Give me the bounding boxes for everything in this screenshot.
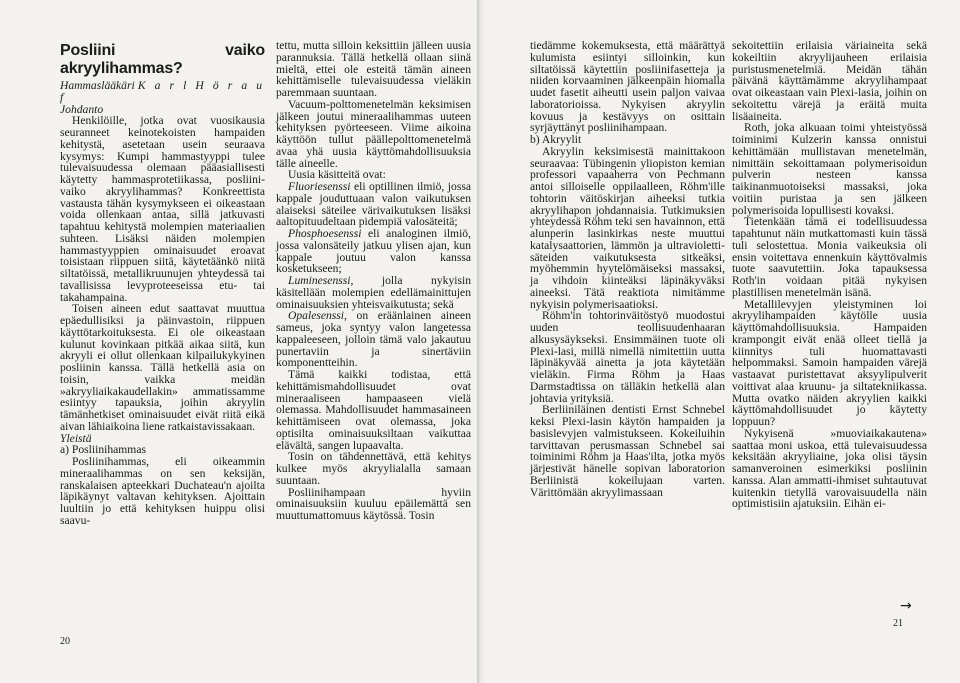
paragraph: Röhm'in tohtorinväitöstyö muodostui uuden teollisuudenhaaran alkusysäykseksi. Ensimmäinen tuote oli Plexi-lasi, millä nimellä nimitettiin uutta läpinäkyvää ainetta ja jota käytetään vieläkin. Firma Röhm ja Haas Darmstadtissa on tälläkin hetkellä alan johtavia yrityksiä. — [530, 309, 725, 405]
column-4 — [732, 40, 927, 510]
paragraph: Phosphoesenssi eli analoginen ilmiö, jossa valonsäteily jatkuu ylisen ajan, kun kappale joutuu valon kanssa kosketukseen; — [276, 227, 471, 276]
column-3 — [530, 40, 725, 498]
paragraph: Opalesenssi, on eräänlainen aineen sameus, joka syntyy valon langetessa kappaleeseen, jolloin tämä valo jakautuu punertaviin ja sinertäviin komponentteihin. — [276, 309, 471, 370]
paragraph: tiedämme kokemuksesta, että määrättyä kulumista esiintyi silloinkin, kun siltatöissä käytettiin posliinifasetteja ja niiden korvaaminen jälkeenpäin hiomalla uudet fasetit aiheutti usein paljon vaivaa laboratorioissa. Nykyisen akryylin kovuus ja kestävyys on osittain syrjäyttänyt posliinihampaan. — [530, 39, 725, 135]
column-3-body — [530, 40, 725, 498]
paragraph: Vacuum-polttomenetelmän keksimisen jälkeen joutui mineraalihammas uuteen kehityksen pyörteeseen. Viime aikoina käyttöön tullut päällepolttomenetelmä avaa yhä uusia käyttömahdollisuuksia tälle aineelle. — [276, 97, 471, 170]
paragraph: Tosin on tähdennettävä, että kehitys kulkee myös akryylialalla samaan suuntaan. — [276, 450, 471, 487]
author-line — [60, 80, 265, 104]
column-2-body — [276, 40, 471, 522]
paragraph: Berliiniläinen dentisti Ernst Schnebel keksi Plexi-lasin käytön hampaiden ja basislevyjen valmistukseen. Kokeiluihin tarvittavan perusmassan Schnebel sai toiminimi Röhm ja Haas'ilta, jotka myös järjestivät hänelle sopivan laboratorion Berliinistä kokeilujaan varten. Värittömään akryylimassaan — [530, 403, 725, 499]
column-1 — [60, 42, 265, 527]
continue-arrow-icon: → — [900, 598, 912, 614]
paragraph: Yleistä — [60, 431, 92, 445]
column-4-body — [732, 40, 927, 510]
paragraph: Metallilevyjen yleistyminen loi akryylihampaiden käytölle uusia käyttömahdollisuuksia. Hampaiden krampongit eivät enää olleet tiellä ja kiinnitys tuli huomattavasti helpommaksi. Samoin hampaiden värejä vastaavat puristettavat aksyylipulverit voittivat alaa kruunu- ja siltatekniikassa. Mutta ovatko näiden akryylien kaikki käyttömahdollisuudet jo käytetty loppuun? — [732, 297, 927, 428]
term: Fluoriesenssi — [288, 180, 351, 193]
section-heading: Johdanto — [60, 102, 104, 116]
paragraph: sekoitettiin erilaisia väriaineita sekä kokeiltiin akryylijauheen erilaisia puristusmenetelmiä. Meidän tähän päivänä käyttämämme akryylihampaat ovat oikeastaan vain Plexi-lasia, joihin on sekoitettu värejä ja eräitä muita lisäaineita. — [732, 39, 927, 123]
paragraph: Nykyisenä »muoviaikakautena» saattaa moni uskoa, että tulevaisuudessa keksitään akryyliaine, joka olisi täysin samanveroinen esimerkiksi posliinin kanssa. Alan ammatti-ihmiset suhtautuvat kuitenkin tietyllä varovaisuudella näin optimistisiin ajatuksiin. Eihän ei- — [732, 426, 927, 511]
page-number-right: 21 — [893, 618, 903, 629]
paragraph: Uusia käsitteitä ovat: — [288, 168, 386, 182]
paragraph: a) Posliinihammas — [60, 443, 146, 457]
term: Phosphoesenssi — [288, 227, 362, 240]
term: Luminesenssi — [288, 274, 351, 287]
page-number-left: 20 — [60, 636, 70, 647]
paragraph: Luminesenssi, jolla nykyisin käsitellään molempien edellämainittujen ominaisuuksien yhteisvaikutusta; sekä — [276, 274, 471, 311]
paragraph: Tämä kaikki todistaa, että kehittämismahdollisuudet ovat mineraaliseen hampaaseen vielä olemassa. Mahdollisuudet hammasaineen kehittämiseen ovat olemassa, joka optisilta ominaisuuksiltaan vaikuttaa elävältä, sangen lupaavalta. — [276, 368, 471, 452]
author-name: K a r l H ö r a u f — [60, 79, 265, 104]
book-gutter — [477, 0, 485, 683]
paragraph: Fluoriesenssi eli optillinen ilmiö, jossa kappale jouduttuaan valon vaikutuksen alaiseksi säteilee värivaikutuksen lisäksi aaltopituudeltaan pidempiä valosäteitä; — [276, 180, 471, 229]
column-1-body — [60, 115, 265, 526]
paragraph: Roth, joka alkuaan toimi yhteistyössä toiminimi Kulzerin kanssa onnistui kehittämään mullistavan menetelmän, nimittäin sekoittamaan polymerisoidun pulverin nesteen kanssa taikinanmuotoiseksi massaksi, joka voitiin puristaa ja sen jälkeen polymerisoida lopullisesti kovaksi. — [732, 121, 927, 217]
author-role: Hammaslääkäri — [60, 79, 135, 92]
column-2 — [276, 40, 471, 522]
paragraph: Toisen aineen edut saattavat muuttua epäedullisiksi ja päinvastoin, riippuen käyttötarkoituksesta. Ei ole oikeastaan kulunut kovinkaan pitkää aikaa siitä, kun akryyli ei ollut ollenkaan kilpailukykyinen posliinin kanssa. Tällä hetkellä asia on toisin, vaikka meidän »akryyliaikakaudellakin» ammatissamme esiintyy tapauksia, joihin akryylin tämänhetkiset ominaisuudet eivät riitä eikä aivan lähiaikoina liene ratkaistavissakaan. — [60, 302, 265, 433]
article-title: Posliini vaiko akryylihammas? — [60, 42, 265, 77]
paragraph: b) Akryylit — [530, 133, 582, 146]
paragraph: Henkilöille, jotka ovat vuosikausia seuranneet keinotekoisten hampaiden kehitystä, asetetaan usein seuraava kysymys: Kumpi hammastyyppi tulee tulevaisuudessa olemaan pääasiallisesti käytetty hammasprotetiikassa, posliini- vaiko akryylihammas? Konkreettista vastausta tähän kysymykseen ei oikeastaan voida ollenkaan antaa, sillä jatkuvasti tapahtuu kehitystä molempien materiaalien suhteen. Lisäksi näiden molempien hammastyyppien ominaisuudet eroavat toisistaan riippuen siitä, käytetäänkö niitä siltatöissä, metallikruunujen yhteydessä tai tavallisissa levyproteeseissa etu- tai takahampaina. — [60, 114, 265, 304]
term: Opalesenssi — [288, 309, 345, 323]
paragraph: Posliinihammas, eli oikeammin mineraalihammas on sen keksijän, ranskalaisen apteekkari Duchateau'n ajoilta läpikäynyt valtavan kehityksen. Ajoittain luultiin jo että kehityksen huippu olisi saavu- — [60, 455, 265, 527]
paragraph: tettu, mutta silloin keksittiin jälleen uusia parannuksia. Tällä hetkellä ollaan siinä mieltä, ettei ole esteitä tämän aineen kehittämiselle tulevaisuudessa vieläkin paremmaan suuntaan. — [276, 39, 471, 99]
paragraph: Posliinihampaan hyviin ominaisuuksiin kuuluu epäilemättä sen muuttumattomuus käytössä. Tosin — [276, 485, 471, 522]
paragraph: Tietenkään tämä ei todellisuudessa tapahtunut näin mutkattomasti kuin tässä tuli selostettua. Monia vaikeuksia oli ensin voitettava ennenkuin käyttövalmis tuote saavutettiin. Joka tapauksessa Roth'in voidaan pitää nykyisen plastillisen menetelmän isänä. — [732, 215, 927, 299]
paragraph: Akryylin keksimisestä mainittakoon seuraavaa: Tübingenin yliopiston kemian professori vapaaherra von Pechmann antoi silloiselle oppilaalleen, Röhm'ille tohtorin väitöskirjan aiheeksi tutkia akryylihapon johdannaisia. Tutkimuksien yhteydessä Röhm teki sen havainnon, että alunperin lasinkirkas neste muuttui katalysaattorien, lämmön ja ultraviolettisäteiden vaikutuksesta sitkeäksi, myöhemmin hyytelömäiseksi massaksi, ja vihdoin kiinteäksi läpinäkyväksi aineeksi. Tätä reaktiota nimitämme nykyisin polymerisaatioksi. — [530, 144, 725, 311]
